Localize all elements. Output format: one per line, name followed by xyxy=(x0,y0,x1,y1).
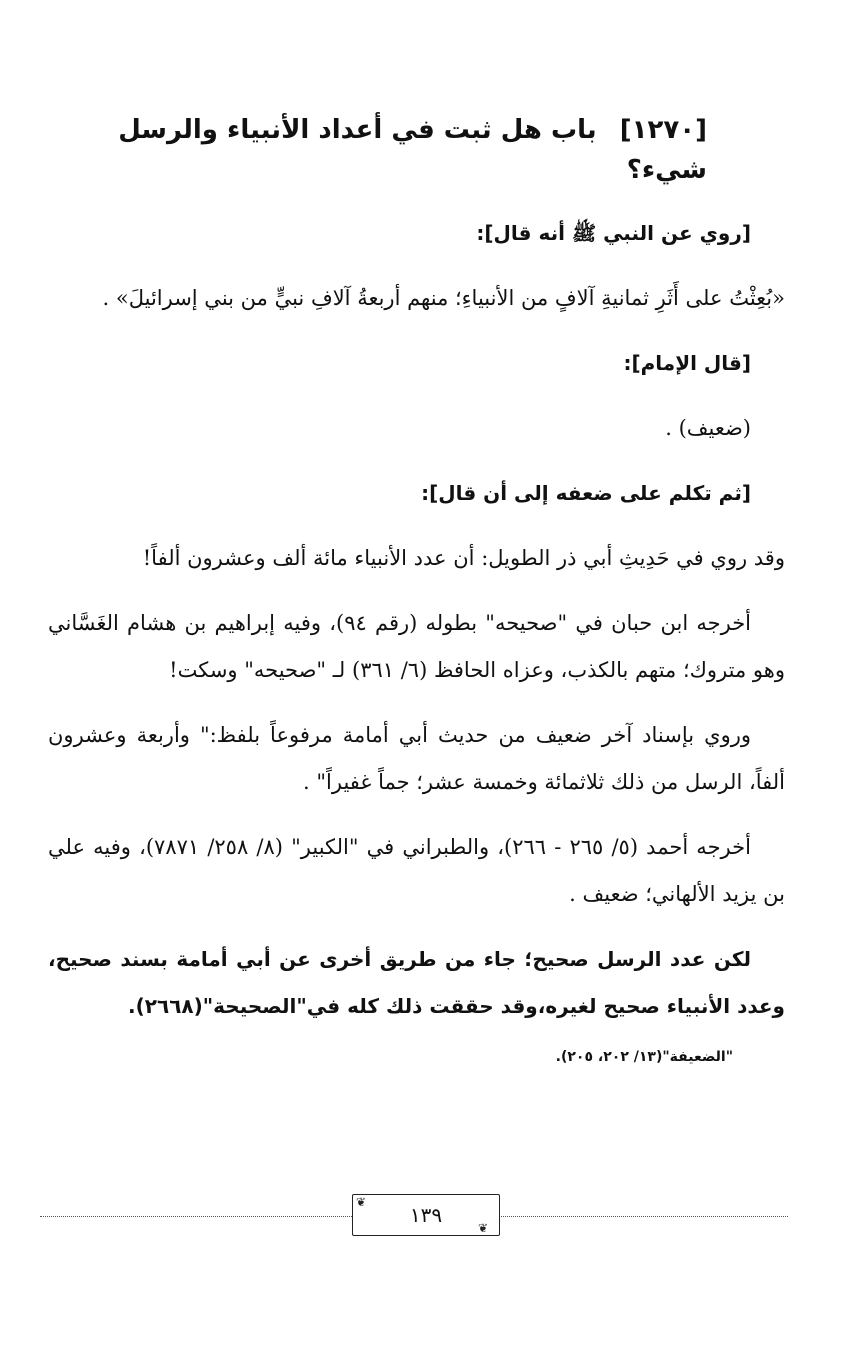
abu-umamah-paragraph: وروي بإسناد آخر ضعيف من حديث أبي أمامة مرفوعاً بلفظ:" وأربعة وعشرون ألفاً، الرسل من ذلك ثلاثمائة وخمسة عشر؛ جماً غفيراً" . xyxy=(48,723,785,794)
ornament-icon: ❦ xyxy=(478,1221,489,1235)
ahmad-paragraph: أخرجه أحمد (٥/ ٢٦٥ - ٢٦٦)، والطبراني في "الكبير" (٨/ ٢٥٨/ ٧٨٧١)، وفيه علي بن يزيد الألهاني؛ ضعيف . xyxy=(48,835,785,906)
chapter-heading xyxy=(48,110,785,190)
hadith-text: «بُعِثْتُ على أَثَرِ ثمانيةِ آلافٍ من الأنبياءِ؛ منهم أربعةُ آلافِ نبيٍّ من بني إسرائيلَ» . xyxy=(102,286,785,310)
page-number: ١٣٩ xyxy=(409,1203,443,1227)
imam-said-line: [قال الإمام]: xyxy=(623,351,751,375)
hadith-grade: (ضعيف) . xyxy=(665,416,751,440)
page-number-frame xyxy=(352,1194,500,1236)
page-content xyxy=(48,110,785,1090)
intro-line: [روي عن النبي ﷺ أنه قال]: xyxy=(476,221,751,245)
then-said-line: [ثم تكلم على ضعفه إلى أن قال]: xyxy=(421,481,751,505)
abu-dharr-paragraph: وقد روي في حَدِيثِ أبي ذر الطويل: أن عدد الأنبياء مائة ألف وعشرون ألفاً! xyxy=(142,546,785,570)
chapter-number: [١٢٧٠] xyxy=(619,115,707,145)
source-reference: "الضعيفة"(١٣/ ٢٠٢، ٢٠٥). xyxy=(555,1049,733,1065)
page-footer xyxy=(40,1188,788,1248)
conclusion-paragraph: لكن عدد الرسل صحيح؛ جاء من طريق أخرى عن أبي أمامة بسند صحيح، وعدد الأنبياء صحيح لغيره،وقد حققت ذلك كله في"الصحيحة"(٢٦٦٨). xyxy=(48,947,785,1018)
ibn-hibban-paragraph: أخرجه ابن حبان في "صحيحه" بطوله (رقم ٩٤)، وفيه إبراهيم بن هشام الغَسَّاني وهو متروك؛ متهم بالكذب، وعزاه الحافظ (٦/ ٣٦١) لـ "صحيحه" وسكت! xyxy=(48,611,785,682)
chapter-title: باب هل ثبت في أعداد الأنبياء والرسل شيء؟ xyxy=(118,115,707,185)
ornament-icon: ❦ xyxy=(356,1195,367,1209)
